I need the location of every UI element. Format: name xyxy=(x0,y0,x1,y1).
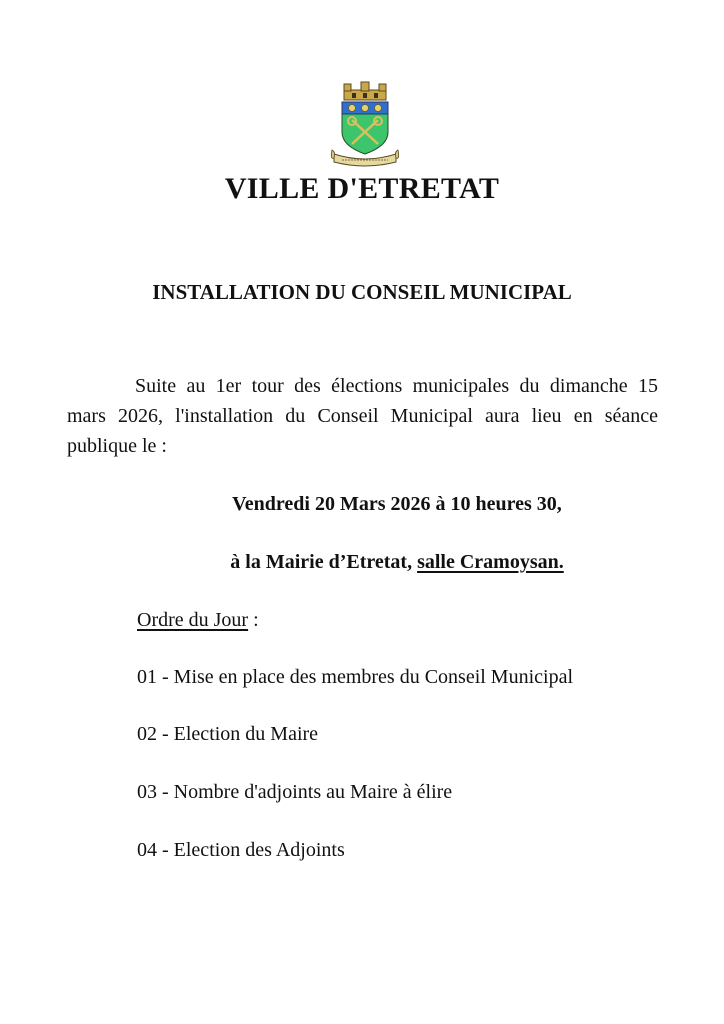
mural-crown xyxy=(344,82,386,100)
meeting-room: salle Cramoysan. xyxy=(417,551,564,573)
agenda-item: 03 - Nombre d'adjoints au Maire à élire xyxy=(137,781,453,803)
agenda-item: 04 - Election des Adjoints xyxy=(137,839,345,861)
notice-heading: INSTALLATION DU CONSEIL MUNICIPAL xyxy=(152,280,572,304)
shield xyxy=(342,102,388,154)
agenda-heading-suffix: : xyxy=(248,609,259,631)
agenda-heading xyxy=(137,607,259,633)
intro-line xyxy=(67,431,658,461)
intro-paragraph xyxy=(67,371,658,461)
agenda-heading-text: Ordre du Jour xyxy=(137,609,249,631)
coat-of-arms-icon xyxy=(330,80,400,168)
agenda-item: 02 - Election du Maire xyxy=(137,723,319,745)
intro-line xyxy=(67,401,658,431)
meeting-place xyxy=(200,549,594,575)
meeting-place-prefix: à la Mairie d’Etretat, xyxy=(230,551,418,573)
meeting-date: Vendredi 20 Mars 2026 à 10 heures 30, xyxy=(232,493,562,515)
agenda-item: 01 - Mise en place des membres du Conseil Municipal xyxy=(137,666,574,688)
intro-line-text: publique le : xyxy=(67,435,167,457)
intro-line-text: Suite au 1er tour des élections municipales du dimanche 15 xyxy=(135,375,658,397)
intro-line-text: mars 2026, l'installation du Conseil Municipal aura lieu en séance xyxy=(67,405,658,427)
page-title: VILLE D'ETRETAT xyxy=(224,172,500,205)
intro-line xyxy=(67,371,658,401)
crest-graphic xyxy=(330,80,400,168)
